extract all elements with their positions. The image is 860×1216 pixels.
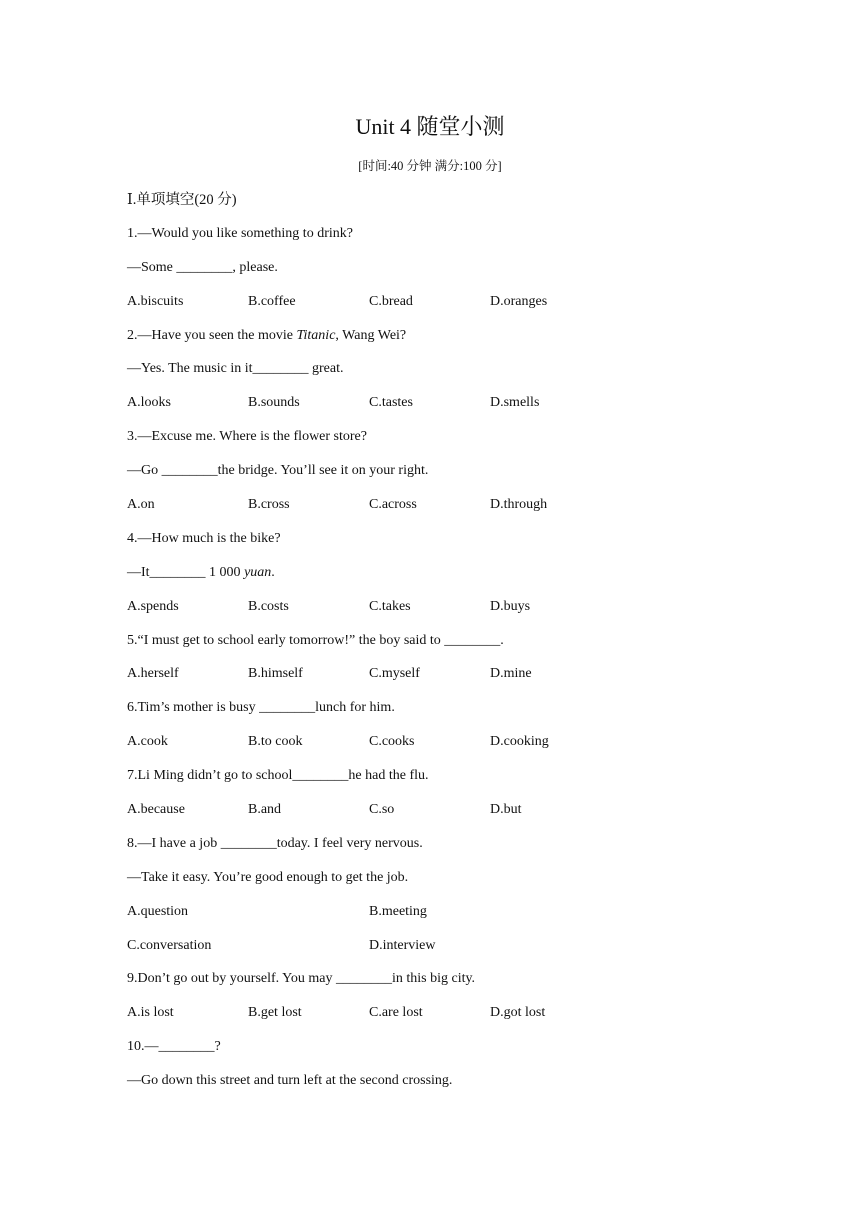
option-c: C.myself <box>369 666 420 682</box>
option-d: D.but <box>490 802 522 818</box>
option-a: A.spends <box>127 598 179 614</box>
question-2-reply: —Yes. The music in it________ great. <box>127 361 344 377</box>
option-a: A.is lost <box>127 1005 174 1021</box>
question-7-stem: 7.Li Ming didn’t go to school________he had the flu. <box>127 768 429 784</box>
question-2-options <box>127 392 747 426</box>
question-5-stem: 5.“I must get to school early tomorrow!” the boy said to ________. <box>127 632 504 648</box>
option-a: A.because <box>127 802 185 818</box>
option-c: C.across <box>369 497 417 513</box>
question-3-options <box>127 494 747 528</box>
reply-text: —It________ 1 000 <box>127 564 245 580</box>
option-d: D.mine <box>490 666 532 682</box>
option-a: A.looks <box>127 395 171 411</box>
option-d: D.oranges <box>490 293 548 309</box>
option-d: D.smells <box>490 395 540 411</box>
page-title: Unit 4 随堂小测 <box>355 114 505 139</box>
question-8-options-row-2 <box>127 935 747 969</box>
option-c: C.takes <box>369 598 411 614</box>
question-10-reply: —Go down this street and turn left at the second crossing. <box>127 1073 453 1089</box>
movie-title: Titanic <box>296 327 336 343</box>
question-10-stem: 10.—________? <box>127 1039 221 1055</box>
page-subtitle: [时间:40 分钟 满分:100 分] <box>358 159 502 173</box>
question-6-stem: 6.Tim’s mother is busy ________lunch for him. <box>127 700 395 716</box>
question-4-stem: 4.—How much is the bike? <box>127 530 281 546</box>
option-b: B.sounds <box>248 395 300 411</box>
question-1-options <box>127 291 747 325</box>
option-c: C.cooks <box>369 734 415 750</box>
option-c: C.conversation <box>127 937 212 953</box>
option-b: B.get lost <box>248 1005 302 1021</box>
question-1-reply: —Some ________, please. <box>127 259 278 275</box>
question-8-reply: —Take it easy. You’re good enough to get the job. <box>127 869 409 885</box>
option-b: B.to cook <box>248 734 303 750</box>
option-b: B.coffee <box>248 293 296 309</box>
option-b: B.and <box>248 802 282 818</box>
question-9-options <box>127 1002 747 1036</box>
option-a: A.cook <box>127 734 168 750</box>
option-a: A.question <box>127 903 189 919</box>
question-1-stem: 1.—Would you like something to drink? <box>127 225 353 241</box>
stem-text: 2.—Have you seen the movie <box>127 327 297 343</box>
question-6-options <box>127 731 747 765</box>
question-9-stem: 9.Don’t go out by yourself. You may ________in this big city. <box>127 971 476 987</box>
currency-unit: yuan <box>244 564 272 580</box>
option-d: D.got lost <box>490 1005 546 1021</box>
option-c: C.so <box>369 802 395 818</box>
question-4-reply <box>127 562 747 596</box>
exam-content <box>127 189 747 1104</box>
option-b: B.cross <box>248 497 290 513</box>
option-b: B.himself <box>248 666 303 682</box>
question-8-stem: 8.—I have a job ________today. I feel very nervous. <box>127 835 423 851</box>
question-3-reply: —Go ________the bridge. You’ll see it on your right. <box>127 463 429 479</box>
question-2-stem <box>127 325 747 359</box>
stem-text: , Wang Wei? <box>335 327 407 343</box>
question-4-options <box>127 596 747 630</box>
option-c: C.are lost <box>369 1005 423 1021</box>
option-b: B.meeting <box>369 903 427 919</box>
question-5-options <box>127 663 747 697</box>
option-d: D.cooking <box>490 734 549 750</box>
question-3-stem: 3.—Excuse me. Where is the flower store? <box>127 429 367 445</box>
option-a: A.herself <box>127 666 179 682</box>
option-c: C.bread <box>369 293 413 309</box>
question-7-options <box>127 799 747 833</box>
reply-text: . <box>271 564 275 580</box>
option-d: D.buys <box>490 598 531 614</box>
option-b: B.costs <box>248 598 289 614</box>
option-a: A.biscuits <box>127 293 184 309</box>
option-d: D.interview <box>369 937 436 953</box>
option-d: D.through <box>490 497 548 513</box>
section-heading: Ⅰ.单项填空(20 分) <box>127 192 237 208</box>
option-c: C.tastes <box>369 395 413 411</box>
question-8-options-row-1 <box>127 901 747 935</box>
option-a: A.on <box>127 497 155 513</box>
